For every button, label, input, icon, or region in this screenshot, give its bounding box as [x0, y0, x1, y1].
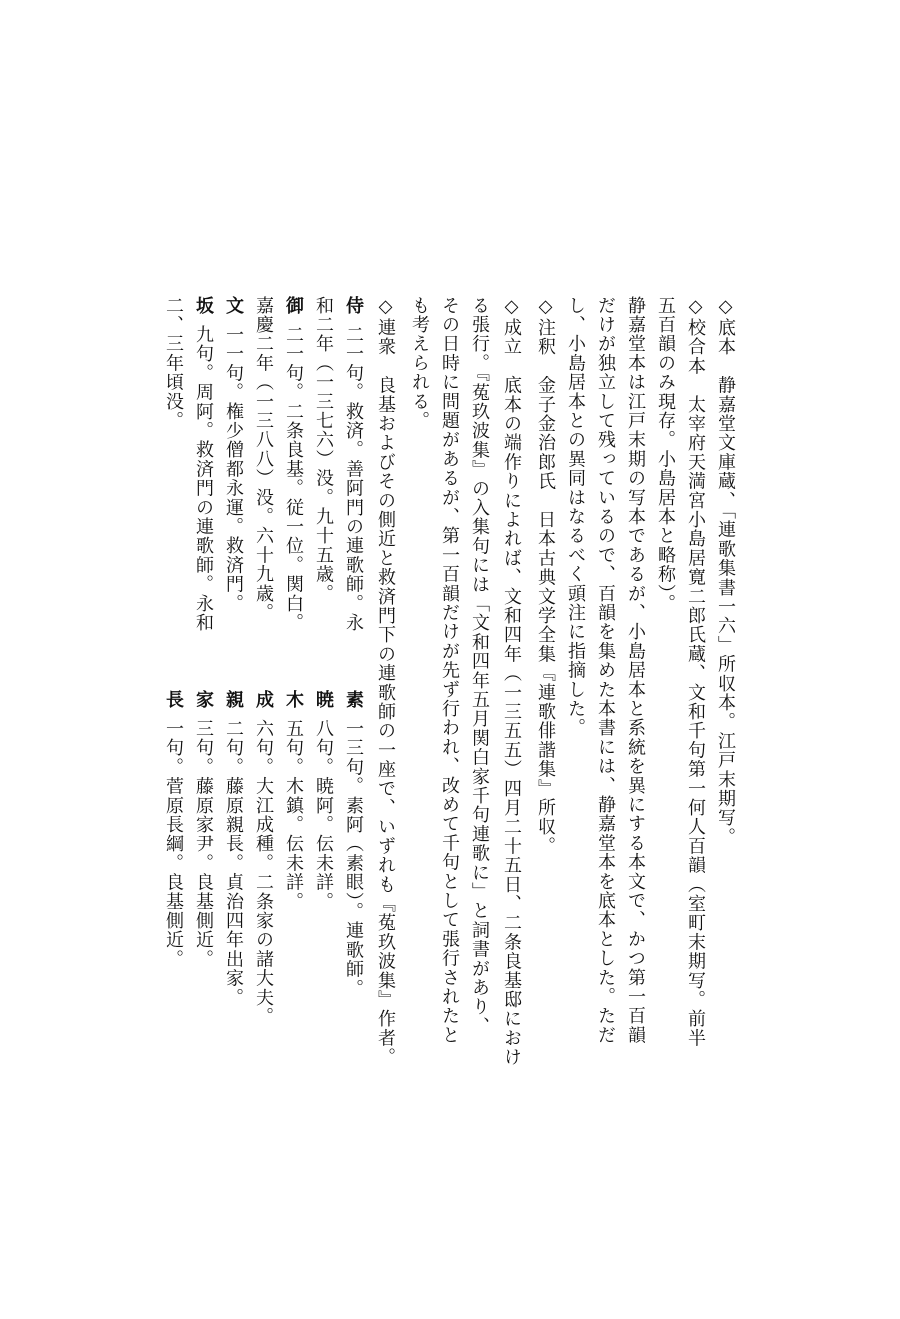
- member-row-3-bottom: [280, 690, 306, 911]
- member-mark: 木: [283, 690, 304, 710]
- member-text: 二、三年頃没。: [163, 296, 184, 431]
- member-row-1-bottom: [340, 690, 366, 998]
- member-mark: 御: [283, 296, 304, 316]
- member-mark: 侍: [343, 296, 364, 316]
- member-mark: 長: [163, 690, 184, 710]
- member-row-5-bottom: [220, 690, 246, 1007]
- note-line-9: る張行。『菟玖波集』の入集句には「文和四年五月関白家千句連歌に」と詞書があり、: [469, 296, 490, 1036]
- member-row-3-top: [280, 296, 306, 632]
- member-text: 五句。木鎮。伝未詳。: [283, 719, 304, 912]
- member-row-4-bottom: [250, 690, 276, 1026]
- member-text: 二一句。二条良基。従一位。関白。: [283, 325, 304, 633]
- member-text: 一三句。素阿（素眼）。連歌師。: [343, 719, 364, 999]
- note-line-8: ◇成立 底本の端作りによれば、文和四年（一三五五）四月二十五日、二条良基邸におけ: [501, 296, 522, 1067]
- member-row-2-top: [310, 296, 336, 603]
- member-row-7-bottom: [160, 690, 186, 969]
- member-mark: 暁: [313, 690, 334, 710]
- note-line-12: ◇連衆 良基およびその側近と救済門下の連歌師の一座で、いずれも『菟玖波集』作者。: [375, 296, 396, 1067]
- note-line-6: し、小島居本との異同はなるべく頭注に指摘した。: [565, 296, 586, 738]
- member-text: 一句。菅原長綱。良基側近。: [163, 719, 184, 969]
- member-row-1-top: [340, 296, 366, 632]
- note-line-5: だけが独立して残っているので、百韻を集めた本書には、静嘉堂本を底本とした。ただ: [595, 296, 616, 1045]
- member-row-5-top: [220, 296, 246, 613]
- note-line-2: ◇校合本 太宰府天満宮小島居寛二郎氏蔵、文和千句第一何人百韻（室町末期写。前半: [685, 296, 706, 1048]
- member-text: 一一句。権少僧都永運。救済門。: [223, 325, 244, 614]
- member-text: 三句。藤原家尹。良基側近。: [193, 719, 214, 969]
- member-mark: 親: [223, 690, 244, 710]
- member-text: 九句。周阿。救済門の連歌師。永和: [193, 325, 214, 633]
- note-line-3: 五百韻のみ現存。小島居本と略称）。: [655, 296, 676, 614]
- member-text: 二一句。救済。善阿門の連歌師。永: [343, 325, 364, 633]
- member-mark: 文: [223, 296, 244, 316]
- member-mark: 素: [343, 690, 364, 710]
- member-row-6-top: [190, 296, 216, 632]
- note-line-10: その日時に問題があるが、第一百韻だけが先ず行われ、改めて千句として張行されたと: [439, 296, 460, 1045]
- note-line-11: も考えられる。: [409, 296, 430, 431]
- note-line-1: ◇底本 静嘉堂文庫蔵、「連歌集書一六」所収本。江戸末期写。: [715, 296, 736, 847]
- member-row-6-bottom: [190, 690, 216, 969]
- member-mark: 家: [193, 690, 214, 710]
- member-text: 嘉慶二年（一三八八）没。六十九歳。: [253, 296, 274, 623]
- member-row-7-top: [160, 296, 186, 430]
- member-row-2-bottom: [310, 690, 336, 911]
- member-mark: 成: [253, 690, 274, 710]
- member-row-4-top: [250, 296, 276, 622]
- member-text: 二句。藤原親長。貞治四年出家。: [223, 719, 244, 1008]
- note-line-7: ◇注釈 金子金治郎氏 日本古典文学全集『連歌俳諧集』所収。: [535, 296, 556, 856]
- member-text: 和二年（一三七六）没。九十五歳。: [313, 296, 334, 604]
- member-text: 六句。大江成種。二条家の諸大夫。: [253, 719, 274, 1027]
- member-text: 八句。暁阿。伝未詳。: [313, 719, 334, 912]
- note-line-4: 静嘉堂本は江戸末期の写本であるが、小島居本と系統を異にする本文で、かつ第一百韻: [625, 296, 646, 1045]
- member-mark: 坂: [193, 296, 214, 316]
